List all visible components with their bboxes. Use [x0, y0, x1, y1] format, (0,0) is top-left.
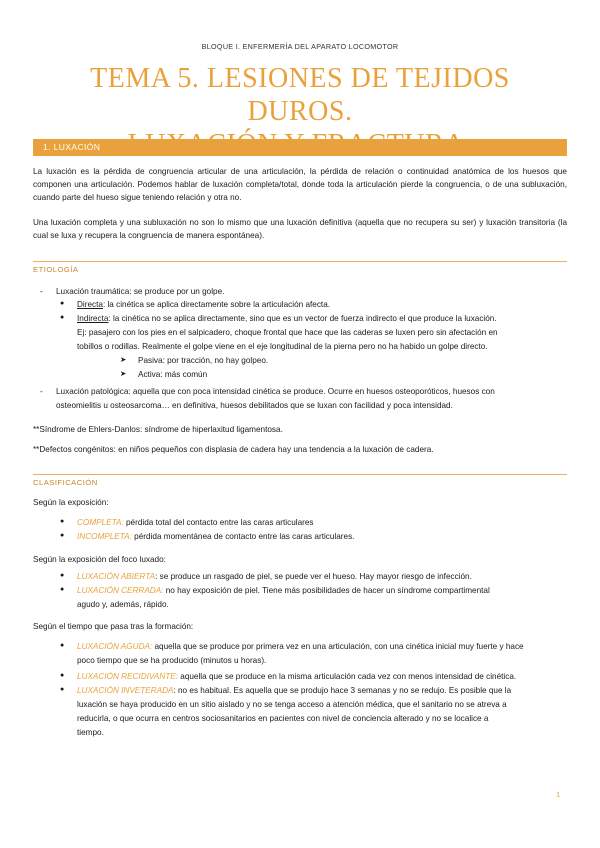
clasif-incompleta: [77, 530, 354, 543]
directa-text: : la cinética se aplica directamente sobre la articulación afecta.: [102, 300, 331, 309]
directa-label: Directa: [77, 300, 103, 309]
bullet-icon: ●: [60, 686, 65, 693]
exposicion-title: Según la exposición:: [33, 498, 109, 507]
title-line-1: TEMA 5. LESIONES DE TEJIDOS DUROS.: [90, 63, 510, 127]
intro-paragraph-2: [33, 216, 567, 242]
inveterada-text-3: reducirla, o que ocurra en centros sociosanitarios en pacientes con nivel de conciencia alterado y no se localice a: [77, 714, 489, 723]
tiempo-title: Según el tiempo que pasa tras la formación:: [33, 622, 194, 631]
arrow-bullet-icon: ➤: [120, 355, 127, 364]
inveterada-text-2: luxación se haya producido en un sitio aislado y no se tenga acceso a atención médica, que el sanitario no se atreva a: [77, 700, 507, 709]
bullet-icon: ●: [60, 532, 65, 539]
etiologia-indirecta: [77, 312, 497, 325]
incompleta-label: INCOMPLETA:: [77, 532, 132, 541]
patologica-line-2: osteomielitis u osteosarcoma… en definitiva, huesos debilitados que se luxan con facilidad y poca intensidad.: [56, 401, 453, 410]
inveterada-text-1: : no es habitual. Es aquella que se produjo hace 3 semanas y no se redujo. Es posible que la: [173, 686, 512, 695]
inveterada-text-4: tiempo.: [77, 728, 104, 737]
arrow-bullet-icon: ➤: [120, 369, 127, 378]
cerrada-text-2: agudo y, además, rápido.: [77, 600, 169, 609]
bullet-icon: ●: [60, 518, 65, 525]
note-defectos-congenitos: **Defectos congénitos: en niños pequeños con displasia de cadera hay una tendencia a la luxación de cadera.: [33, 445, 434, 454]
intro-paragraph-1: [33, 165, 567, 204]
etiologia-traumatica: Luxación traumática: se produce por un golpe.: [56, 287, 225, 296]
dash-marker: -: [40, 387, 43, 396]
page-number: 1: [556, 790, 561, 799]
etiologia-directa: [77, 298, 330, 311]
ejemplo-line-2: tobillos o rodillas. Realmente el golpe viene en el eje longitudinal de la pierna pero no ha habido un golpe directo.: [77, 342, 488, 351]
subheading-etiologia: ETIOLOGÍA: [33, 261, 567, 274]
aguda-text-1: aquella que se produce por primera vez en una articulación, con una cinética inicial muy fuerte y hace: [152, 642, 524, 651]
clasif-recidivante: [77, 670, 516, 683]
clasif-aguda: [77, 640, 524, 653]
patologica-line-1: Luxación patológica: aquella que con poca intensidad cinética se produce. Ocurre en huesos osteoporóticos, huesos con: [56, 387, 495, 396]
aguda-label: LUXACIÓN AGUDA:: [77, 642, 153, 651]
dash-marker: -: [40, 287, 43, 296]
bullet-icon: ●: [60, 314, 65, 321]
recidivante-label: LUXACIÓN RECIDIVANTE:: [77, 672, 178, 681]
abierta-label: LUXACIÓN ABIERTA: [77, 572, 156, 581]
recidivante-text: aquella que se produce en la misma articulación cada vez con menos intensidad de cinética.: [178, 672, 517, 681]
clasif-cerrada: [77, 584, 490, 597]
cerrada-label: LUXACIÓN CERRADA:: [77, 586, 164, 595]
section-heading-luxacion: 1. LUXACIÓN: [33, 139, 567, 156]
incompleta-text: pérdida momentánea de contacto entre las caras articulares.: [131, 532, 355, 541]
foco-title: Según la exposición del foco luxado:: [33, 555, 166, 564]
bullet-icon: ●: [60, 300, 65, 307]
completa-text: pérdida total del contacto entre las caras articulares: [123, 518, 314, 527]
bullet-icon: ●: [60, 586, 65, 593]
ejemplo-line-1: Ej: pasajero con los pies en el salpicadero, choque frontal que hace que las caderas se luxen pero sin afectación en: [77, 328, 498, 337]
subheading-clasificacion: CLASIFICACIÓN: [33, 474, 567, 487]
clasif-completa: [77, 516, 314, 529]
clasif-inveterada: [77, 684, 511, 697]
etiologia-pasiva: Pasiva: por tracción, no hay golpeo.: [138, 356, 269, 365]
bullet-icon: ●: [60, 572, 65, 579]
intro-text-1: La luxación es la pérdida de congruencia articular de una articulación, la pérdida de relación o continuidad anatómica de los huesos que componen una articulación. Podemos hablar de luxación completa/total, donde toda la articulación pierde la congruencia, o de una subluxación, cuando parte del hueso sigue teniendo relación y otra no.: [33, 167, 567, 202]
aguda-text-2: poco tiempo que se ha producido (minutos u horas).: [77, 656, 267, 665]
abierta-text: : se produce un rasgado de piel, se puede ver el hueso. Hay mayor riesgo de infección.: [155, 572, 472, 581]
completa-label: COMPLETA:: [77, 518, 124, 527]
bullet-icon: ●: [60, 642, 65, 649]
bullet-icon: ●: [60, 672, 65, 679]
cerrada-text-1: no hay exposición de piel. Tiene más posibilidades de hacer un síndrome compartimental: [163, 586, 490, 595]
note-ehlers-danlos: **Síndrome de Ehlers-Danlos: síndrome de hiperlaxitud ligamentosa.: [33, 425, 283, 434]
running-header: BLOQUE I. ENFERMERÍA DEL APARATO LOCOMOTOR: [201, 42, 399, 51]
clasif-abierta: [77, 570, 472, 583]
indirecta-label: Indirecta: [77, 314, 109, 323]
intro-text-2: Una luxación completa y una subluxación no son lo mismo que una luxación definitiva (aquella que no recupera su ser) y luxación transitoria (la cual se luxa y recupera la congruencia de manera espontánea).: [33, 218, 567, 240]
indirecta-text: : la cinética no se aplica directamente, sino que es un vector de fuerza indirecto el que produce la luxación.: [108, 314, 497, 323]
etiologia-activa: Activa: más común: [138, 370, 208, 379]
inveterada-label: LUXACIÓN INVETERADA: [77, 686, 174, 695]
